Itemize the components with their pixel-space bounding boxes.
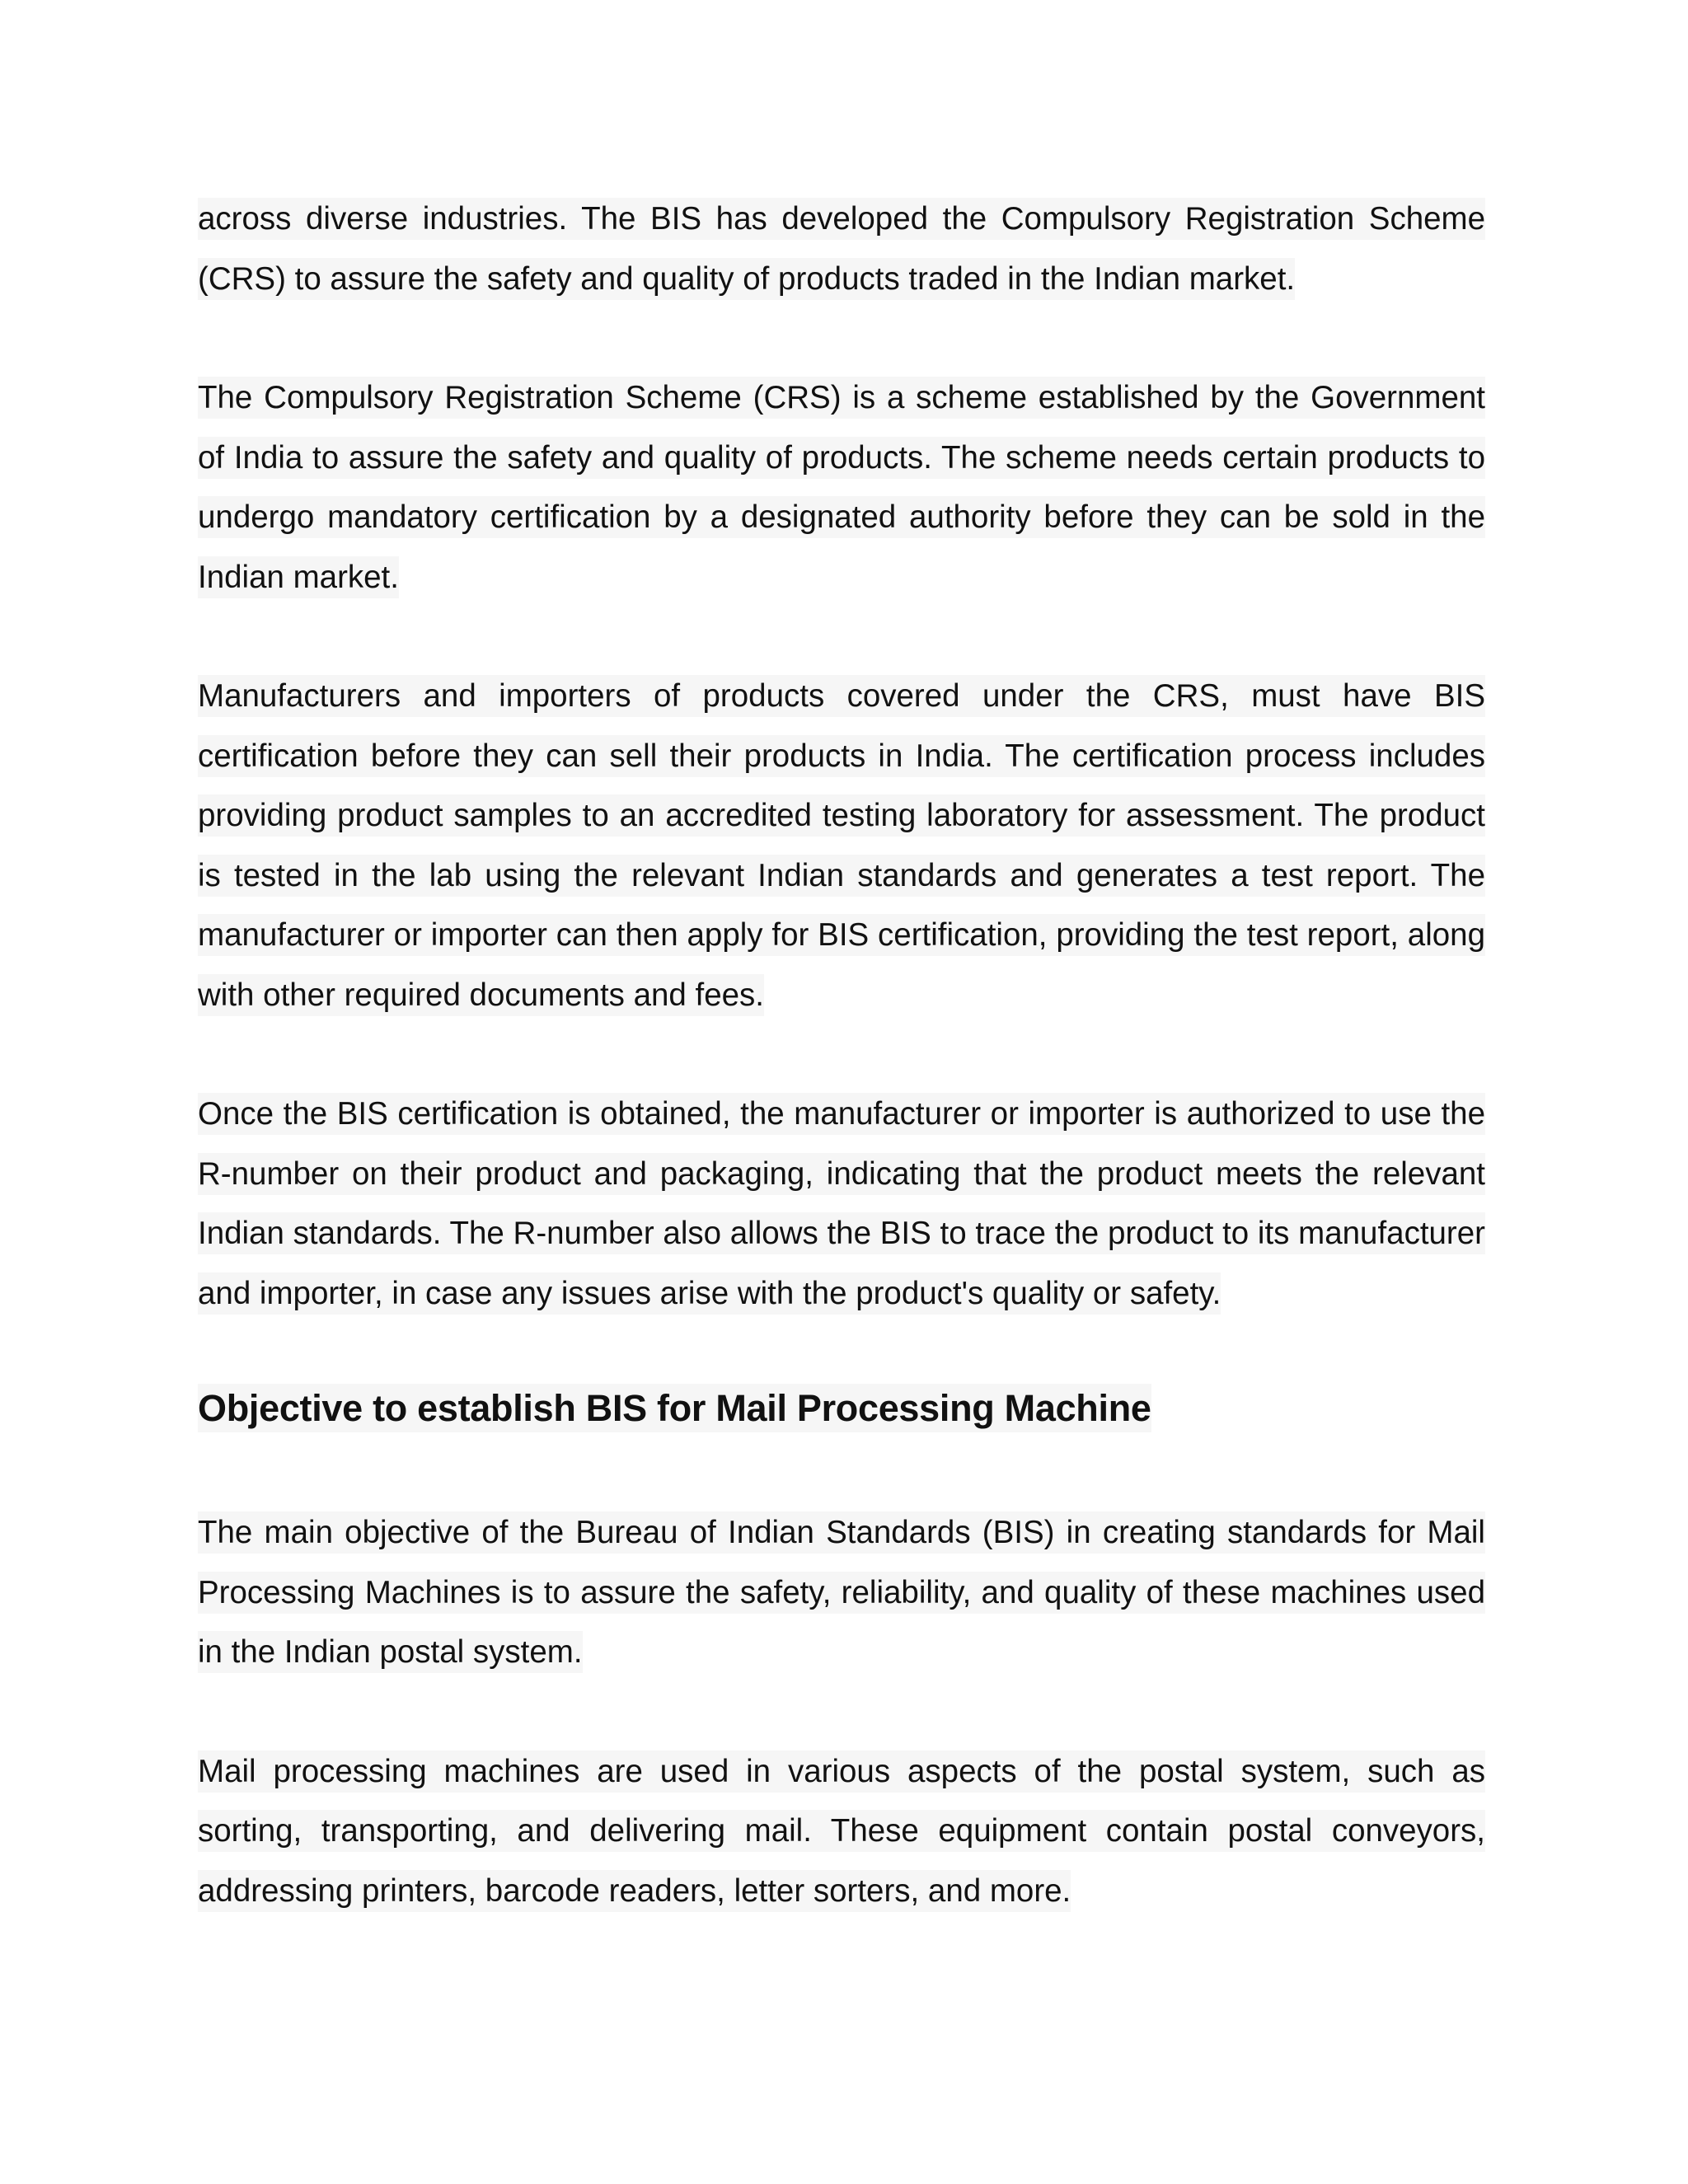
heading-text: Objective to establish BIS for Mail Processing Machine	[198, 1384, 1151, 1432]
paragraph-text: The main objective of the Bureau of Indian Standards (BIS) in creating standards for Mail Processing Machines is to assure the safety, reliability, and quality of these machines used in the Indian postal system.	[198, 1511, 1485, 1673]
paragraph-certification-process	[198, 667, 1485, 1025]
paragraph-text: Mail processing machines are used in various aspects of the postal system, such as sorting, transporting, and delivering mail. These equipment contain postal conveyors, addressing printers, barcode readers, letter sorters, and more.	[198, 1750, 1485, 1912]
paragraph-main-objective	[198, 1503, 1485, 1683]
paragraph-text: across diverse industries. The BIS has developed the Compulsory Registration Scheme (CRS) to assure the safety and quality of products traded in the Indian market.	[198, 198, 1485, 300]
paragraph-r-number	[198, 1085, 1485, 1324]
paragraph-text: The Compulsory Registration Scheme (CRS) is a scheme established by the Government of India to assure the safety and quality of products. The scheme needs certain products to undergo mandatory certification by a designated authority before they can be sold in the Indian market.	[198, 377, 1485, 598]
document-page	[198, 190, 1485, 1980]
paragraph-mail-machines-uses	[198, 1742, 1485, 1922]
paragraph-crs-definition	[198, 368, 1485, 607]
paragraph-text: Manufacturers and importers of products covered under the CRS, must have BIS certification before they can sell their products in India. The certification process includes providing product samples to an accredited testing laboratory for assessment. The product is tested in the lab using the relevant Indian standards and generates a test report. The manufacturer or importer can then apply for BIS certification, providing the test report, along with other required documents and fees.	[198, 675, 1485, 1016]
paragraph-crs-intro	[198, 190, 1485, 309]
section-heading	[198, 1383, 1485, 1434]
paragraph-text: Once the BIS certification is obtained, the manufacturer or importer is authorized to use the R-number on their product and packaging, indicating that the product meets the relevant Indian standards. The R-number also allows the BIS to trace the product to its manufacturer and importer, in case any issues arise with the product's quality or safety.	[198, 1093, 1485, 1315]
